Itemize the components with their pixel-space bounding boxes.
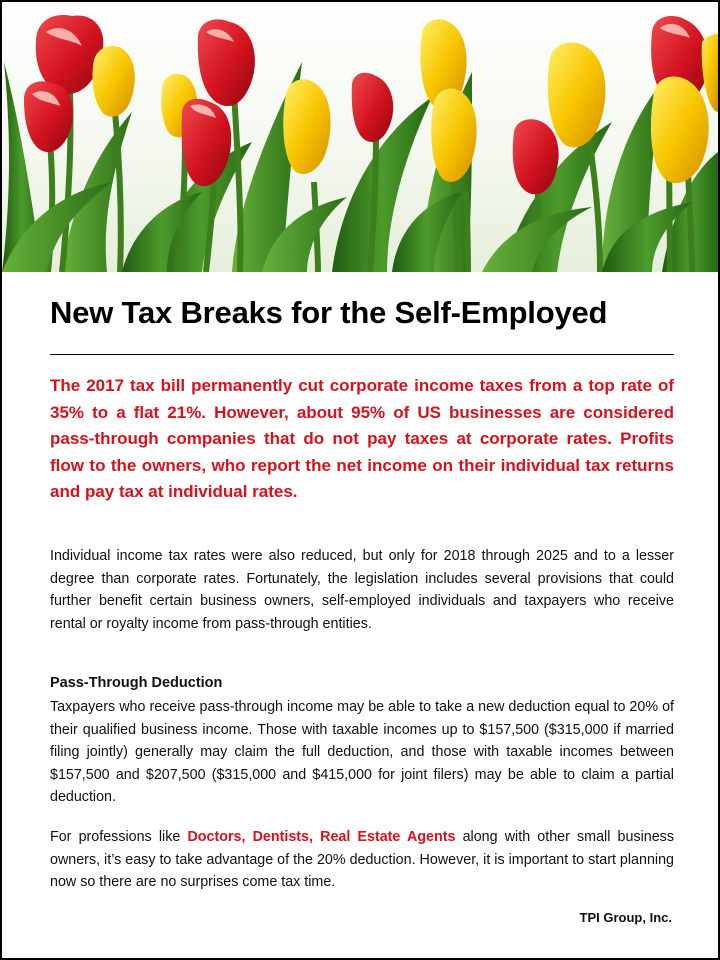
tulips-banner-image [2, 2, 718, 272]
page-title: New Tax Breaks for the Self-Employed [50, 295, 608, 330]
paragraph-3-rest: along with other small business owners, it’s easy to take advantage of the 20% deduction. However, it is important to start planning now so there are no surprises come tax time. [50, 829, 674, 890]
company-footer: TPI Group, Inc. [579, 910, 672, 925]
professions-highlight: Doctors, Dentists, Real Estate Agents [187, 829, 456, 845]
body-paragraph-2: Taxpayers who receive pass-through income may be able to take a new deduction equal to 20% of their qualified business income. Those with taxable incomes up to $157,500 ($315,000 if married filing jointly) generally may claim the full deduction, and those with taxable incomes between $157,500 and $207,500 ($315,000 and $415,000 for joint filers) may be able to claim a partial deduction. [50, 699, 674, 805]
title-divider [50, 354, 674, 355]
lead-paragraph: The 2017 tax bill permanently cut corporate income taxes from a top rate of 35% to a flat 21%. However, about 95% of US businesses are considered pass-through companies that do not pay taxes at corporate rates. Profits flow to the owners, who report the net income on their individual tax returns and pay tax at individual rates. [50, 376, 674, 501]
paragraph-3-intro: For professions like [50, 829, 188, 845]
body-paragraph-3 [50, 826, 674, 894]
body-paragraph-1: Individual income tax rates were also reduced, but only for 2018 through 2025 and to a lesser degree than corporate rates. Fortunately, the legislation includes several provisions that could further benefit certain business owners, self-employed individuals and taxpayers who receive rental or royalty income from pass-through entities. [50, 548, 674, 632]
tulips-illustration [2, 2, 718, 272]
section-heading: Pass-Through Deduction [50, 675, 223, 691]
